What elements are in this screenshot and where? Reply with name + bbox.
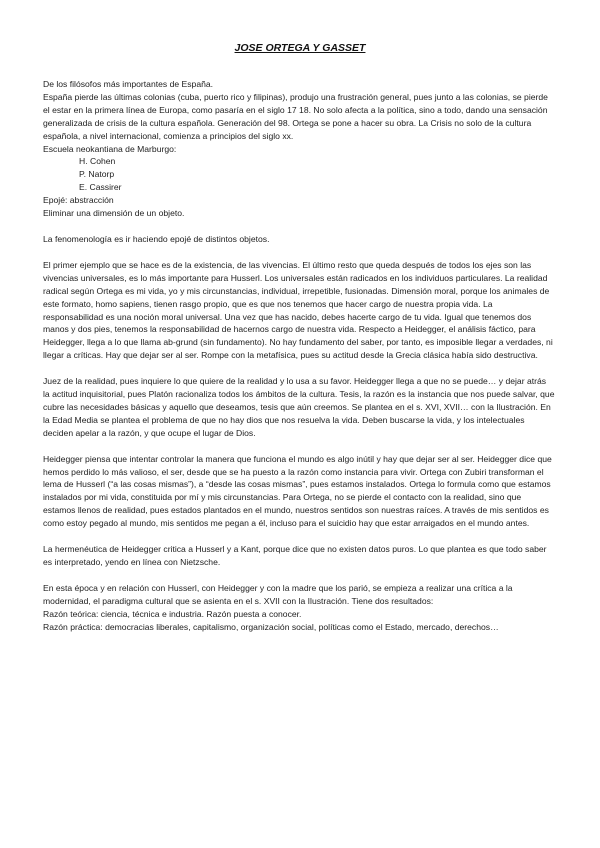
paragraph-spacer xyxy=(43,220,555,233)
judge-paragraph: Juez de la realidad, pues inquiere lo que quiere de la realidad y lo usa a su favor. Heidegger llega a que no se puede… y dejar atrás la actitud inquisitorial, pues Platón racionaliza todos los ámbitos de la cultura. Tesis, la razón es la instancia que nos puede salvar, que cubre las necesidades básicas y aquello que deseamos, tesis que aún creemos. Se plantea en el s. XVI, XVII… con la Ilustración. En la Edad Media se plantea el problema de que no hay dios que nos resuelva la vida. Deben buscarse la vida, y los intelectuales deciden apelar a la razón, y que ocupe el lugar de Dios. xyxy=(43,376,555,438)
epoje-line: Epojé: abstracción xyxy=(43,195,114,206)
paragraph-spacer xyxy=(43,246,555,259)
school-heading: Escuela neokantiana de Marburgo: xyxy=(43,143,177,154)
eliminate-line: Eliminar una dimensión de un objeto. xyxy=(43,208,185,219)
intro-line: De los filósofos más importantes de España. xyxy=(43,79,214,89)
practical-reason-line: Razón práctica: democracias liberales, capitalismo, organización social, políticas como el Estado, mercado, derechos… xyxy=(43,621,499,632)
epoch-paragraph: En esta época y en relación con Husserl, con Heidegger y con la madre que los parió, se empieza a realizar una crítica a la modernidad, el paradigma cultural que se asienta en el s. XVII con la Ilustración. Tiene dos resultados: xyxy=(43,582,513,606)
intro-paragraph: España pierde las últimas colonias (cuba, puerto rico y filipinas), produjo una frustración general, pues junto a las colonias, se pierde el estar en la primera línea de Europa, como pasaría en el siglo 17 18. No solo afecta a la política, sino a todo, dando una sensación generalizada de crisis de la cultura española. Generación del 98. Ortega se pone a hacer su obra. La Crisis no solo de la cultura española, a nivel internacional, comienza a principios del siglo xx. xyxy=(43,91,548,141)
phenomenology-line: La fenomenología es ir haciendo epojé de distintos objetos. xyxy=(43,233,270,244)
heidegger-paragraph: Heidegger piensa que intentar controlar la manera que funciona el mundo es algo inútil y hay que dejar ser al ser. Heidegger dice que hemos perdido lo más valioso, el ser, desde que se ha puesto a la razón como instancia para vivir. Ortega con Zubiri transforman el lema de Husserl (“a las cosas mismas”), a “desde las cosas mismas”, pues estamos instalados. Ortega lo formula como que estamos instalados por mi vida, constituida por mí y mis circunstancias. Para Ortega, no se pierde el contacto con la realidad, sino que estamos llenos de realidad, pues estados plantados en el mundo, nuestros sentidos son nuestras raíces. A través de mis sentidos es como estoy pegado al mundo, mis sentidos me pegan a él, incluso para el suicidio hay que estar arraigados en el mundo antes. xyxy=(43,453,552,529)
paragraph-spacer xyxy=(43,440,555,453)
school-member: H. Cohen xyxy=(79,156,116,167)
page-title: JOSE ORTEGA Y GASSET xyxy=(234,42,366,54)
paragraph-spacer xyxy=(43,530,555,543)
paragraph-spacer xyxy=(43,362,555,375)
school-member: E. Cassirer xyxy=(79,182,122,193)
school-member: P. Natorp xyxy=(79,169,115,180)
paragraph-spacer xyxy=(43,569,555,582)
document-body xyxy=(43,78,555,634)
hermeneutics-paragraph: La hermenéutica de Heidegger critica a Husserl y a Kant, porque dice que no existen datos puros. Lo que plantea es que todo saber es interpretado, yendo en línea con Nietzsche. xyxy=(43,544,547,567)
first-example-paragraph: El primer ejemplo que se hace es de la existencia, de las vivencias. El último resto que queda después de todos los ejes son las vivencias universales, es lo más importante para Husserl. Los universales están radicados en los individuos particulares. La realidad radical según Ortega es mi vida, yo y mis circunstancias, individual, irrepetible, fusionadas. Dimensión moral, porque los animales de este formato, homo sapiens, tienen rasgo propio, que es que nos tenemos que hacer cargo de nuestra propia vida. La responsabilidad es una noción moral universal. Una vez que has nacido, debes hacerte cargo de tu vida. Igual que tenemos dos manos y dos pies, tenemos la responsabilidad de hacernos cargo de nuestra vida. Respecto a Heidegger, el análisis fáctico, para Heidegger, llega a lo que llama ab-grund (sin fundamento). No hay fundamento del saber, por tanto, es imposible llegar a verdades, ni llegar a críticas. Hay que dejar ser al ser. Rompe con la metafísica, pues su actitud desde la Grecia clásica había sido destructiva. xyxy=(43,259,553,361)
theoretical-reason-line: Razón teórica: ciencia, técnica e industria. Razón puesta a conocer. xyxy=(43,608,302,619)
